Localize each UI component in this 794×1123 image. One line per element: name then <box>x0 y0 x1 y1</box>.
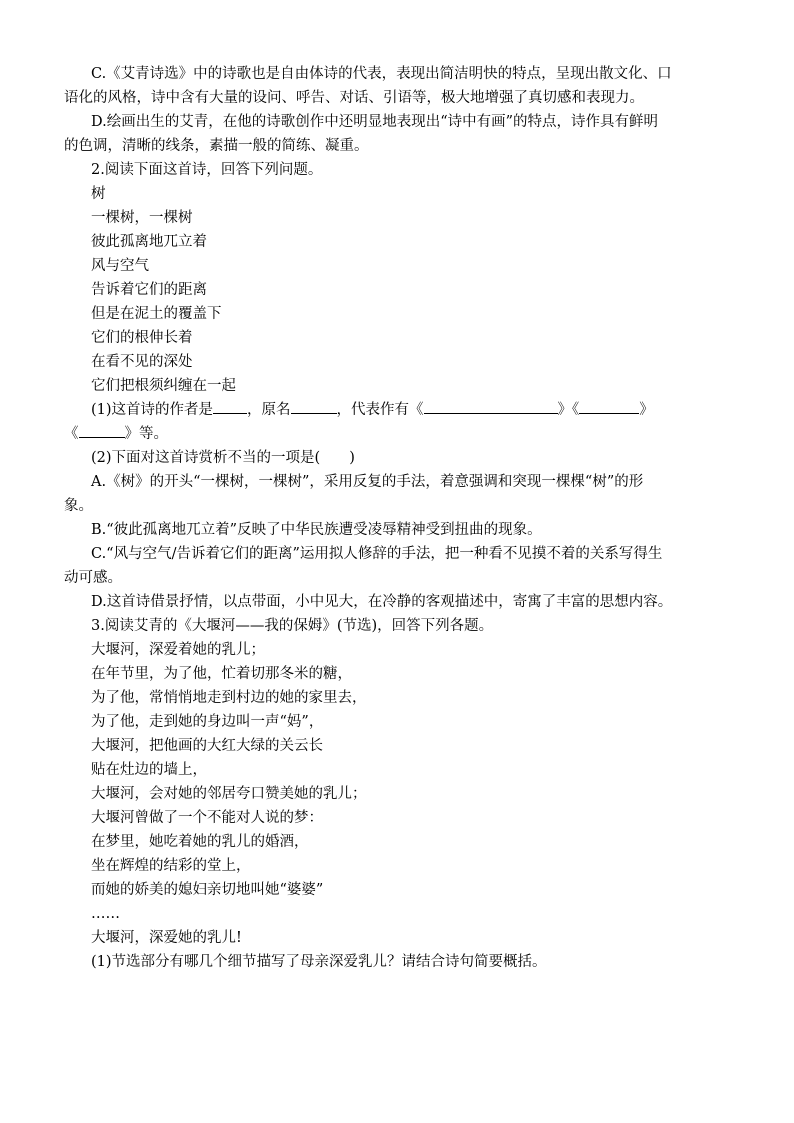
poem-title: 树 <box>91 186 106 202</box>
excerpt-line: 大堰河，会对她的邻居夸口赞美她的乳儿； <box>91 786 367 802</box>
question-2-prompt: 2.阅读下面这首诗，回答下列问题。 <box>91 162 323 178</box>
question-2-1-cont <box>64 422 168 446</box>
option-d-line-2: 的色调，清晰的线条，素描一般的简练、凝重。 <box>64 138 369 154</box>
excerpt-line: 大堰河曾做了一个不能对人说的梦： <box>91 810 323 826</box>
question-3-prompt: 3.阅读艾青的《大堰河——我的保姆》(节选)，回答下列各题。 <box>91 618 494 634</box>
q22-option-c-line-1: C.“风与空气/告诉着它们的距离”运用拟人修辞的手法，把一种看不见摸不着的关系写得生 <box>91 546 663 562</box>
poem-line: 它们把根须纠缠在一起 <box>91 378 236 394</box>
q21-text-e: 》 <box>639 402 654 418</box>
excerpt-line: 而她的娇美的媳妇亲切地叫她“婆婆” <box>91 882 324 898</box>
q21-text-b: ，原名 <box>247 402 291 418</box>
q21-text-g: 》等。 <box>124 426 168 442</box>
option-d-line-1: D.绘画出生的艾青，在他的诗歌创作中还明显地表现出“诗中有画”的特点，诗作具有鲜明 <box>91 114 659 130</box>
excerpt-line: 在年节里，为了他，忙着切那冬米的糖， <box>91 666 352 682</box>
excerpt-ellipsis: …… <box>91 906 120 922</box>
poem-line: 彼此孤离地兀立着 <box>91 234 207 250</box>
poem-line: 但是在泥土的覆盖下 <box>91 306 222 322</box>
work-1-blank[interactable] <box>424 399 558 414</box>
q21-text-c: ，代表作有《 <box>336 402 424 418</box>
q22-option-d: D.这首诗借景抒情，以点带面，小中见大，在冷静的客观描述中，寄寓了丰富的思想内容。 <box>91 594 673 610</box>
excerpt-line: 大堰河，深爱她的乳儿! <box>91 930 242 946</box>
q22-option-a-line-2: 象。 <box>64 498 93 514</box>
author-blank[interactable] <box>213 399 247 414</box>
q22-option-c-line-2: 动可感。 <box>64 570 122 586</box>
excerpt-line: 为了他，常悄悄地走到村边的她的家里去， <box>91 690 367 706</box>
q22-option-b: B.“彼此孤离地兀立着”反映了中华民族遭受凌辱精神受到扭曲的现象。 <box>91 522 542 538</box>
poem-line: 在看不见的深处 <box>91 354 193 370</box>
poem-line: 它们的根伸长着 <box>91 330 193 346</box>
option-c-line-1: C.《艾青诗选》中的诗歌也是自由体诗的代表，表现出简洁明快的特点，呈现出散文化、口 <box>91 66 672 82</box>
work-2-blank[interactable] <box>579 399 639 414</box>
question-2-2: (2)下面对这首诗赏析不当的一项是( ) <box>91 450 355 466</box>
original-name-blank[interactable] <box>291 399 337 414</box>
work-3-blank[interactable] <box>79 423 125 438</box>
option-c-line-2: 语化的风格，诗中含有大量的设问、呼告、对话、引语等，极大地增强了真切感和表现力。 <box>64 90 644 106</box>
q22-option-a-line-1: A.《树》的开头“一棵树，一棵树”，采用反复的手法，着意强调和突现一棵棵“树”的形 <box>91 474 644 490</box>
poem-line: 告诉着它们的距离 <box>91 282 207 298</box>
excerpt-line: 贴在灶边的墙上， <box>91 762 207 778</box>
excerpt-line: 大堰河，把他画的大红大绿的关云长 <box>91 738 323 754</box>
poem-line: 风与空气 <box>91 258 149 274</box>
excerpt-line: 为了他，走到她的身边叫一声“妈”， <box>91 714 324 730</box>
question-2-1 <box>91 398 654 422</box>
excerpt-line: 大堰河，深爱着她的乳儿； <box>91 642 265 658</box>
question-3-1: (1)节选部分有哪几个细节描写了母亲深爱乳儿？请结合诗句简要概括。 <box>91 954 547 970</box>
excerpt-line: 坐在辉煌的结彩的堂上， <box>91 858 251 874</box>
q21-text-f: 《 <box>64 426 79 442</box>
q21-text-d: 》《 <box>557 402 580 418</box>
q21-text-a: (1)这首诗的作者是 <box>91 402 214 418</box>
poem-line: 一棵树，一棵树 <box>91 210 193 226</box>
excerpt-line: 在梦里，她吃着她的乳儿的婚酒， <box>91 834 309 850</box>
